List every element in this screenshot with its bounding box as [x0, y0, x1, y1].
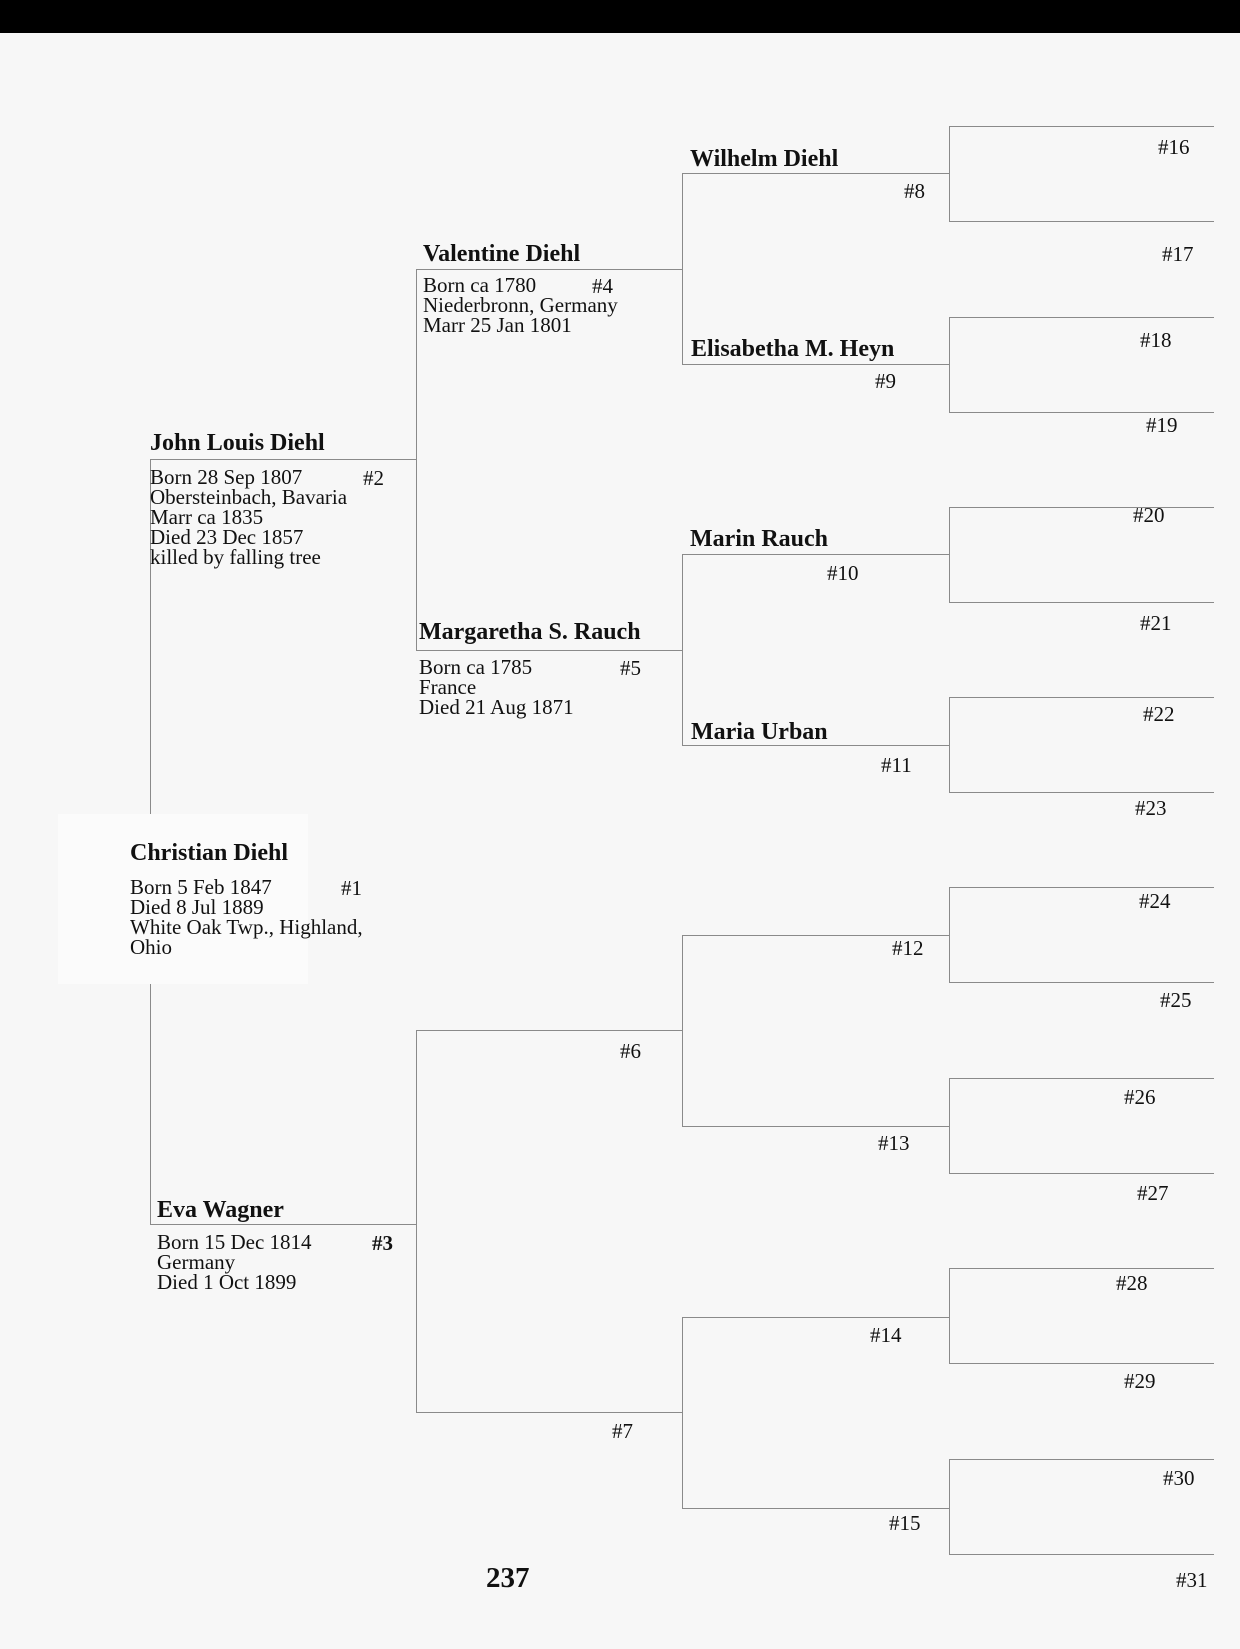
person-4-number: #4	[592, 274, 613, 298]
line-p4	[416, 269, 682, 270]
person-3-details: Born 15 Dec 1814 Germany Died 1 Oct 1899	[157, 1230, 312, 1294]
person-1-details: Born 5 Feb 1847 Died 8 Jul 1889 White Oak Twp., Highland, Ohio	[130, 875, 363, 959]
connector-15	[949, 1459, 950, 1554]
person-16-number: #16	[1158, 135, 1190, 159]
line-p11	[682, 745, 949, 746]
line-p17	[949, 221, 1214, 222]
person-4-details: Born ca 1780 Niederbronn, Germany Marr 25 Jan 1801	[423, 273, 618, 337]
line-p29	[949, 1363, 1214, 1364]
connector-7	[682, 1317, 683, 1508]
line-p24	[949, 887, 1214, 888]
person-29-number: #29	[1124, 1369, 1156, 1393]
person-18-number: #18	[1140, 328, 1172, 352]
line-p31	[949, 1554, 1214, 1555]
connector-10	[949, 507, 950, 602]
person-4-name: Valentine Diehl	[423, 241, 581, 267]
person-2-name: John Louis Diehl	[150, 430, 325, 456]
person-9-name: Elisabetha M. Heyn	[691, 336, 895, 362]
line-p23	[949, 792, 1214, 793]
connector-13	[949, 1078, 950, 1173]
line-p8	[682, 173, 949, 174]
person-30-number: #30	[1163, 1466, 1195, 1490]
person-10-number: #10	[827, 561, 859, 585]
connector-4	[682, 173, 683, 364]
person-2-details: Born 28 Sep 1807 Obersteinbach, Bavaria Marr ca 1835 Died 23 Dec 1857 killed by falling tree	[150, 465, 348, 569]
person-6-number: #6	[620, 1039, 641, 1063]
person-5-name: Margaretha S. Rauch	[419, 619, 641, 645]
line-p13	[682, 1126, 949, 1127]
person-8-number: #8	[904, 179, 925, 203]
person-31-number: #31	[1176, 1568, 1208, 1592]
line-p20	[949, 507, 1214, 508]
line-p27	[949, 1173, 1214, 1174]
line-p6	[416, 1030, 682, 1031]
person-11-name: Maria Urban	[691, 719, 828, 745]
line-p26	[949, 1078, 1214, 1079]
connector-1b	[150, 984, 151, 1224]
person-1-number: #1	[341, 876, 362, 900]
line-p2	[150, 459, 416, 460]
line-p9	[682, 364, 949, 365]
person-19-number: #19	[1146, 413, 1178, 437]
connector-3	[416, 1030, 417, 1412]
top-border	[0, 0, 1240, 33]
person-17-number: #17	[1162, 242, 1194, 266]
line-p14	[682, 1317, 949, 1318]
person-8-name: Wilhelm Diehl	[690, 146, 839, 172]
person-3-number: #3	[372, 1231, 393, 1255]
person-9-number: #9	[875, 369, 896, 393]
line-p16	[949, 126, 1214, 127]
person-12-number: #12	[892, 936, 924, 960]
page-number: 237	[486, 1562, 530, 1594]
person-20-number: #20	[1133, 503, 1165, 527]
person-14-number: #14	[870, 1323, 902, 1347]
line-p10	[682, 554, 949, 555]
line-p25	[949, 982, 1214, 983]
person-1-name: Christian Diehl	[130, 840, 289, 866]
person-27-number: #27	[1137, 1181, 1169, 1205]
connector-2	[416, 269, 417, 650]
line-p18	[949, 317, 1214, 318]
connector-8	[949, 126, 950, 221]
connector-5	[682, 554, 683, 745]
person-23-number: #23	[1135, 796, 1167, 820]
line-p3	[150, 1224, 416, 1225]
person-26-number: #26	[1124, 1085, 1156, 1109]
person-5-details: Born ca 1785 France Died 21 Aug 1871	[419, 655, 574, 719]
person-13-number: #13	[878, 1131, 910, 1155]
person-28-number: #28	[1116, 1271, 1148, 1295]
person-11-number: #11	[881, 753, 912, 777]
person-2-number: #2	[363, 466, 384, 490]
person-25-number: #25	[1160, 988, 1192, 1012]
line-p28	[949, 1268, 1214, 1269]
person-5-number: #5	[620, 656, 641, 680]
connector-6	[682, 935, 683, 1126]
line-p30	[949, 1459, 1214, 1460]
person-24-number: #24	[1139, 889, 1171, 913]
person-7-number: #7	[612, 1419, 633, 1443]
line-p7	[416, 1412, 682, 1413]
line-p5	[416, 650, 682, 651]
person-15-number: #15	[889, 1511, 921, 1535]
connector-14	[949, 1268, 950, 1363]
person-3-name: Eva Wagner	[157, 1197, 284, 1223]
person-10-name: Marin Rauch	[690, 526, 828, 552]
line-p22	[949, 697, 1214, 698]
person-22-number: #22	[1143, 702, 1175, 726]
connector-11	[949, 697, 950, 792]
connector-12	[949, 887, 950, 982]
line-p15	[682, 1508, 949, 1509]
line-p21	[949, 602, 1214, 603]
person-21-number: #21	[1140, 611, 1172, 635]
connector-9	[949, 317, 950, 412]
